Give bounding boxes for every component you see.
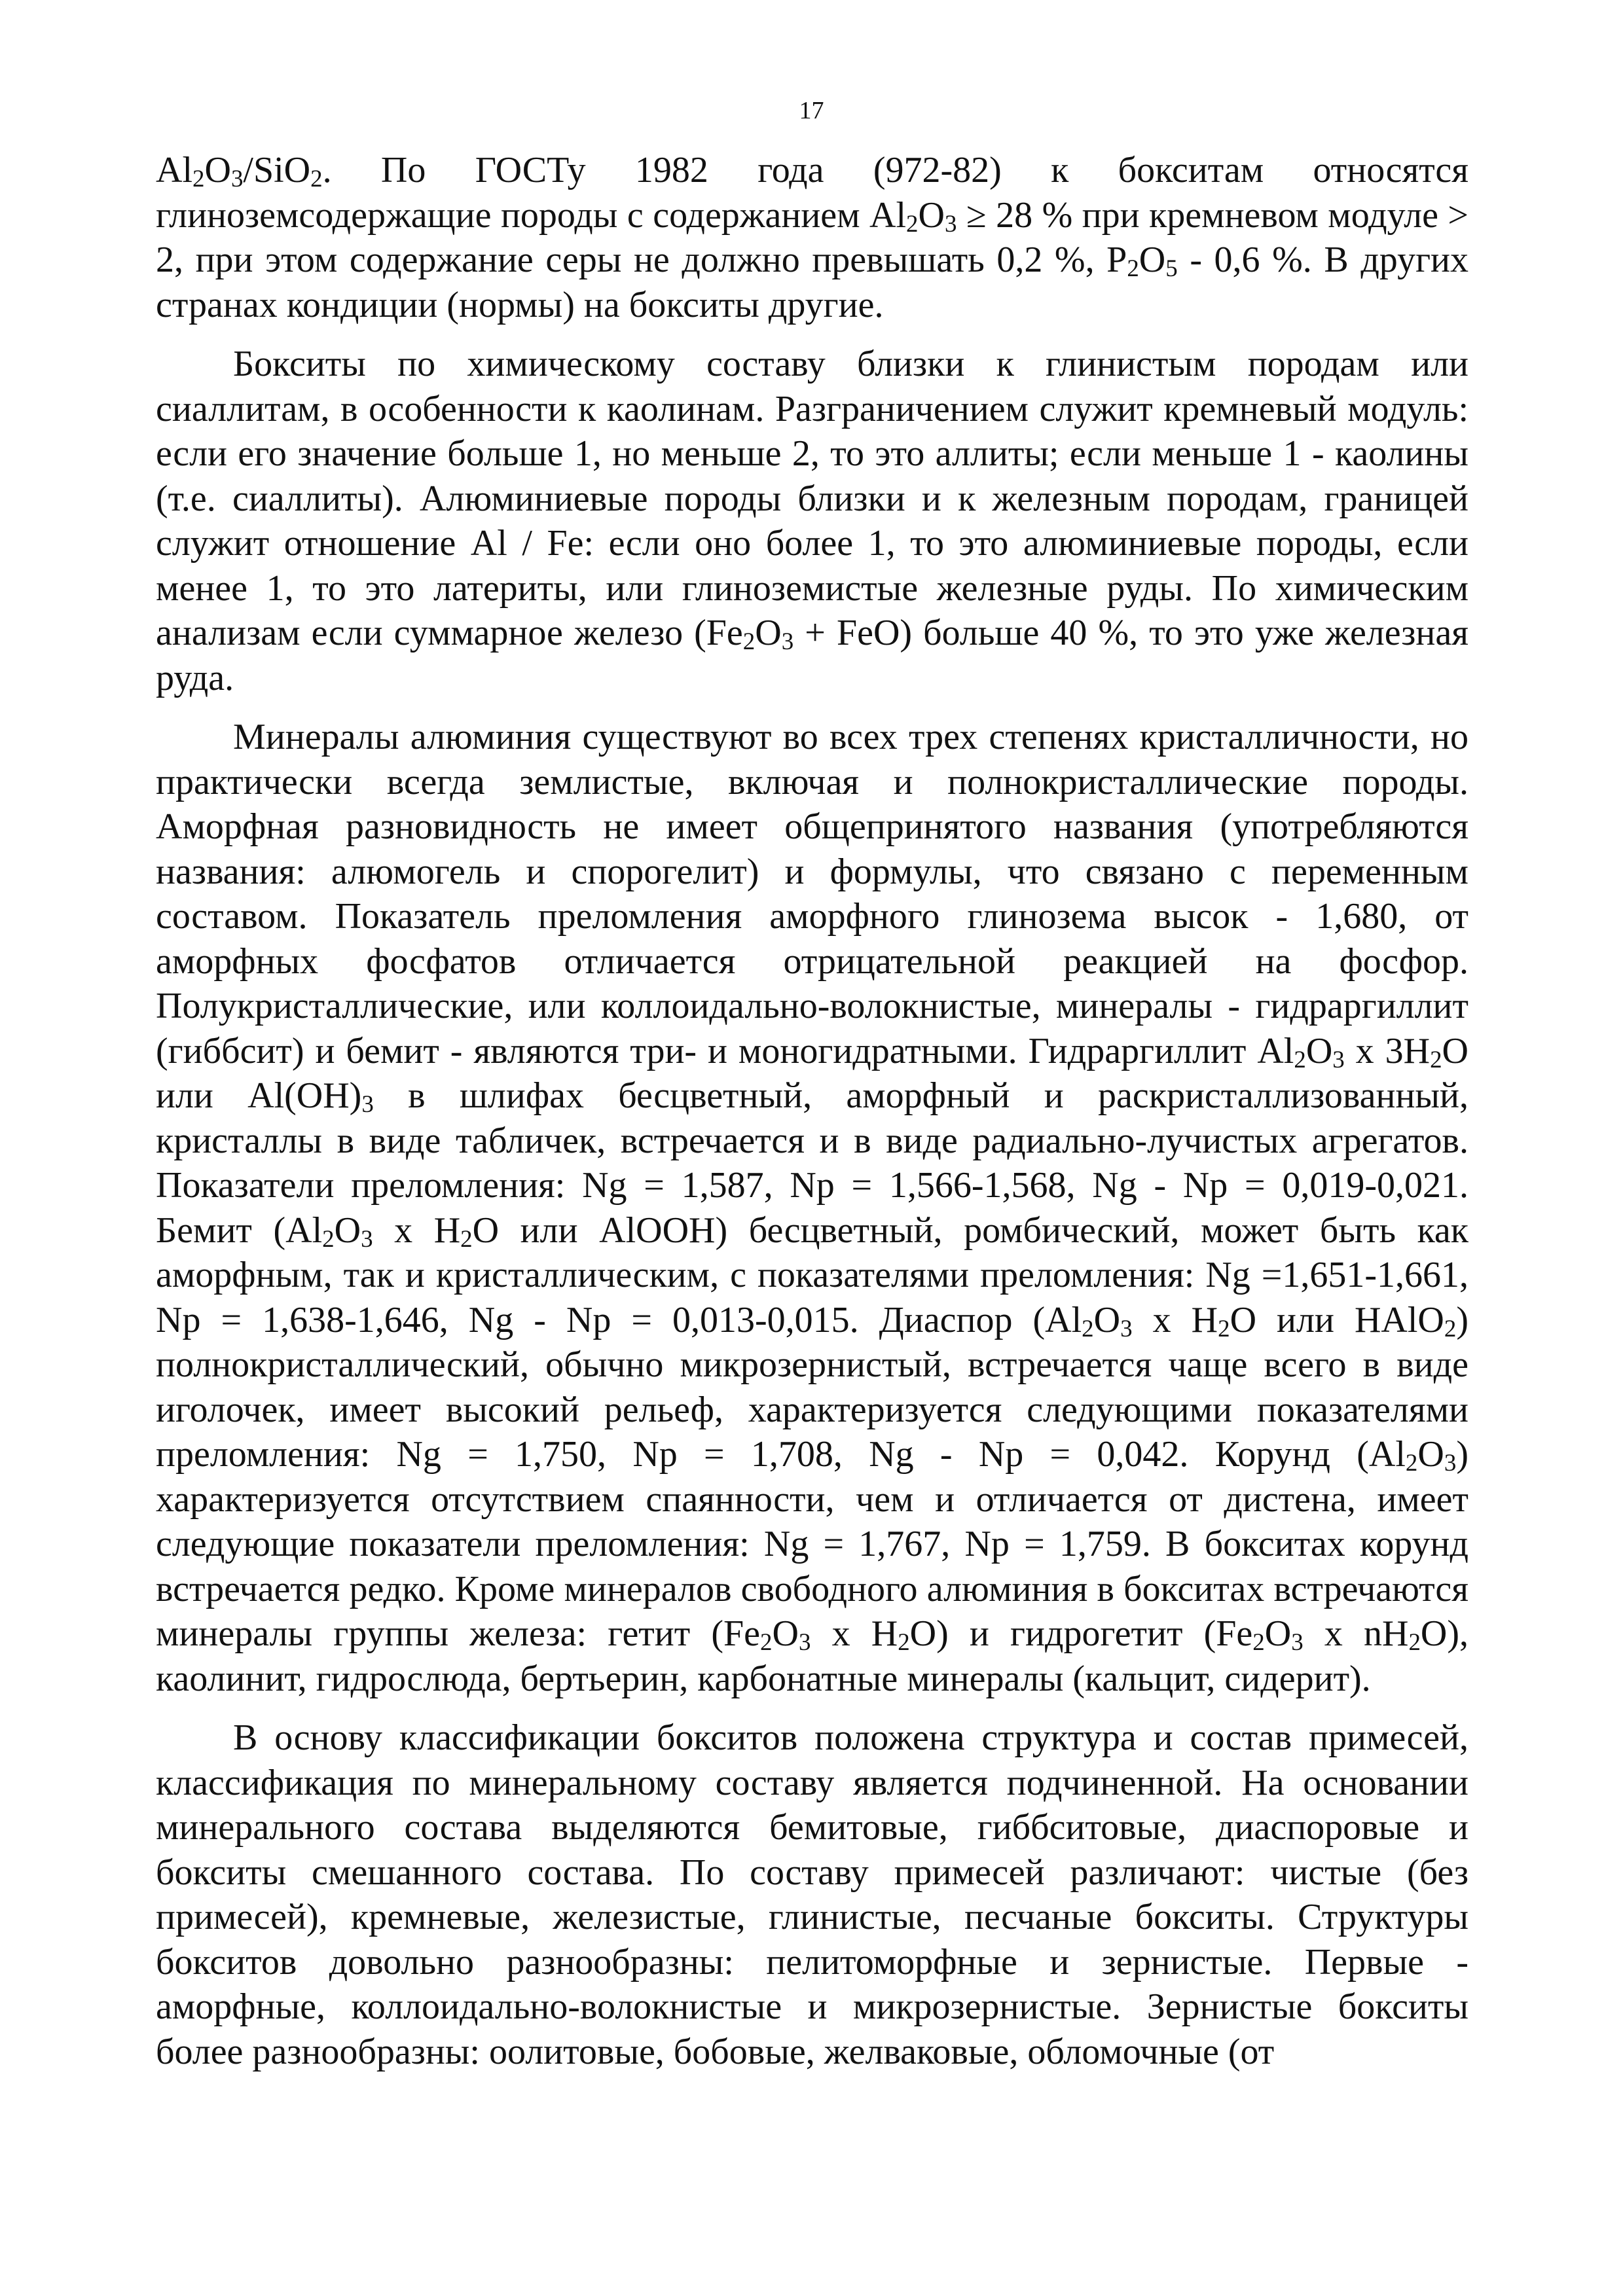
text-run: - 0,6 %. В других странах кондиции (нормы) на бокситы другие. [156, 240, 1469, 325]
subscript: 2 [1082, 1314, 1094, 1342]
subscript: 5 [1165, 255, 1178, 282]
subscript: 3 [361, 1090, 374, 1118]
subscript: 2 [1252, 1628, 1265, 1656]
text-run: Al [156, 150, 192, 190]
text-run: O [204, 150, 231, 190]
text-run: ≥ 28 % при кремневом модуле > 2, при этом содержание серы не должно превышать 0,2 %, P [156, 194, 1469, 280]
paragraph-2 [156, 342, 1468, 700]
text-run: O или Al(OH) [156, 1030, 1468, 1116]
subscript: 2 [192, 165, 205, 192]
text-run: O [1139, 240, 1166, 280]
text-run: O) и гидрогетит (Fe [909, 1613, 1253, 1654]
paragraph-4 [156, 1715, 1468, 2074]
text-run: O [1305, 1030, 1333, 1071]
subscript: 2 [898, 1628, 910, 1656]
text-run: В основу классификации бокситов положена структура и состав примесей, классификация по минеральному составу является подчиненной. На основании минерального состава выделяются бемитовые, гиббситовые, диаспоровые и бокситы смешанного состава. По составу примесей различают: чистые (без примесей), кремневые, железистые, глинистые, песчаные бокситы. Структуры бокситов довольно разнообразны: пелитоморфные и зернистые. Первые - аморфные, коллоидально-волокнистые и микрозернистые. Зернистые бокситы более разнообразны: оолитовые, бобовые, желваковые, обломочные (от [156, 1717, 1468, 2072]
document-body [156, 148, 1468, 2089]
text-run: O [1417, 1434, 1444, 1475]
subscript: 3 [781, 628, 794, 655]
subscript: 3 [798, 1628, 811, 1656]
subscript: 3 [1291, 1628, 1304, 1656]
text-run: /SiO [243, 150, 311, 190]
subscript: 3 [230, 165, 244, 192]
subscript: 2 [1405, 1449, 1418, 1477]
text-run: O), каолинит, гидрослюда, бертьерин, карбонатные минералы (кальцит, сидерит). [156, 1613, 1469, 1699]
subscript: 2 [1294, 1045, 1306, 1073]
text-run: x 3H [1344, 1030, 1431, 1071]
text-run: x H [373, 1210, 461, 1251]
text-run: O [1093, 1299, 1121, 1340]
subscript: 3 [944, 209, 957, 237]
paragraph-3 [156, 715, 1468, 1701]
subscript: 3 [1120, 1314, 1133, 1342]
subscript: 2 [310, 165, 323, 192]
subscript: 2 [742, 628, 756, 655]
subscript: 2 [322, 1225, 335, 1252]
text-run: ) полнокристаллический, обычно микрозернистый, встречается чаще всего в виде иголочек, имеет высокий рельеф, характеризуется следующими показателями преломления: Ng = 1,750, Np = 1,708, Ng - Np = 0,042. Корунд (Al [156, 1299, 1468, 1475]
text-run: x H [1132, 1299, 1218, 1340]
text-run: + FeO) больше 40 %, то это уже железная руда. [156, 613, 1468, 698]
subscript: 2 [1444, 1314, 1457, 1342]
text-run: O или AlOOH) бесцветный, ромбический, может быть как аморфным, так и кристаллическим, с показателями преломления: Ng =1,651-1,661, Np = 1,638-1,646, Ng - Np = 0,013-0,015. Диаспор (Al [156, 1210, 1468, 1340]
text-run: x H [811, 1613, 898, 1654]
subscript: 2 [760, 1628, 773, 1656]
subscript: 2 [1218, 1314, 1230, 1342]
text-run: ) характеризуется отсутствием спаянности, чем и отличается от дистена, имеет следующие показатели преломления: Ng = 1,767, Np = 1,759. В бокситах корунд встречается редко. Кроме минералов свободного алюминия в бокситах встречаются минералы группы железа: гетит (Fe [156, 1434, 1468, 1654]
text-run: O [755, 613, 782, 653]
paragraph-1 [156, 148, 1468, 327]
text-run: Бокситы по химическому составу близки к глинистым породам или сиаллитам, в особенности к каолинам. Разграничением служит кремневый модуль: если его значение больше 1, но меньше 2, то это аллиты; если меньше 1 - каолины (т.е. сиаллиты). Алюминиевые породы близки и к железным породам, границей служит отношение Al / Fe: если оно более 1, то это алюминиевые породы, если менее 1, то это латериты, или глиноземистые железные руды. По химическим анализам если суммарное железо (Fe [156, 344, 1468, 653]
subscript: 2 [1430, 1045, 1442, 1073]
text-run: в шлифах бесцветный, аморфный и раскристаллизованный, кристаллы в виде табличек, встречается и в виде радиально-лучистых агрегатов. Показатели преломления: Ng = 1,587, Np = 1,566-1,568, Ng - Np = 0,019-0,021. Бемит (Al [156, 1075, 1469, 1251]
subscript: 3 [1332, 1045, 1345, 1073]
text-run: O [1264, 1613, 1292, 1654]
subscript: 3 [361, 1225, 373, 1252]
text-run: O [772, 1613, 799, 1654]
subscript: 2 [906, 209, 919, 237]
subscript: 2 [1127, 255, 1139, 282]
text-run: x nH [1303, 1613, 1409, 1654]
subscript: 2 [460, 1225, 473, 1252]
subscript: 3 [1444, 1449, 1457, 1477]
text-run: . По ГОСТу 1982 года (972-82) к бокситам относятся глиноземсодержащие породы с содержанием Al [156, 150, 1468, 236]
subscript: 2 [1408, 1628, 1421, 1656]
text-run: O [918, 194, 945, 236]
text-run: O или HAlO [1230, 1299, 1444, 1340]
page-number: 17 [799, 97, 824, 124]
text-run: Минералы алюминия существуют во всех трех степенях кристалличности, но практически всегда землистые, включая и полнокристаллические породы. Аморфная разновидность не имеет общепринятого названия (употребляются названия: алюмогель и спорогелит) и формулы, что связано с переменным составом. Показатель преломления аморфного глинозема высок - 1,680, от аморфных фосфатов отличается отрицательной реакцией на фосфор. Полукристаллические, или коллоидально-волокнистые, минералы - гидраргиллит (гиббсит) и бемит - являются три- и моногидратными. Гидраргиллит Al [156, 717, 1468, 1071]
text-run: O [334, 1210, 361, 1251]
